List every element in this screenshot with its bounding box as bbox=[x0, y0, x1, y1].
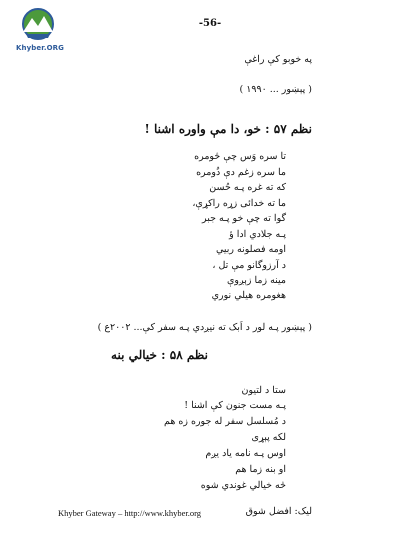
poem57-line: د آرزوگانو مې تل ، bbox=[212, 260, 286, 271]
logo-text: Khyber.ORG bbox=[16, 44, 64, 52]
poem57-title: نظم ۵۷ : خو، دا مې واوره اشنا ! bbox=[144, 122, 312, 136]
poem57-line: اومه فصلونه ربيي bbox=[215, 244, 286, 255]
poem57-line: پـه جلادي ادا ؤ bbox=[229, 229, 286, 240]
date-note-2: ( پېښور پـه لور د اَبک ته نيږدي پـه سفر کې... ۲۰۰۲ع ) bbox=[97, 322, 312, 333]
place-line: په خوبو کې راغې bbox=[244, 54, 312, 65]
footer-author: ليک: افضل شوق bbox=[245, 506, 312, 517]
poem58-line: پـه مست جنون کې اشنا ! bbox=[184, 400, 286, 411]
poem58-line: څه خيالي غوندي شوه bbox=[200, 480, 286, 491]
poem57-line: گوا ته چې خو پـه جبر bbox=[202, 213, 286, 224]
poem58-line: ستا د لتيون bbox=[241, 385, 286, 396]
poem57-line: تا سره وَس چې څومره bbox=[194, 151, 286, 162]
date-note-1: ( پېښور ... ۱۹۹۰ ) bbox=[239, 84, 312, 95]
poem58-line: د مُسلسل سفر له جوره زه هم bbox=[164, 416, 286, 427]
poem58-line: او بنه زما هم bbox=[235, 464, 286, 475]
poem57-line: مینه زما زېږوې bbox=[226, 275, 286, 286]
poem57-line: ما ته خدائی زړه راکړې، bbox=[192, 198, 286, 209]
poem58-line: لکه پېړی bbox=[251, 432, 286, 443]
khyber-logo bbox=[12, 8, 64, 52]
poem57-line: هغومره هیلي نوري bbox=[211, 290, 286, 301]
footer-website: Khyber Gateway – http://www.khyber.org bbox=[58, 508, 202, 518]
poem58-title: نظم ۵۸ : خيالي بنه bbox=[111, 348, 208, 362]
poem57-line: که ته غره پـه حُسن bbox=[209, 182, 286, 193]
poem58-line: اوس پـه نامه ياد يږم bbox=[205, 448, 286, 459]
page-number: -56- bbox=[198, 18, 222, 29]
poem57-line: ما سره زغم دې ذُومره bbox=[196, 167, 286, 178]
